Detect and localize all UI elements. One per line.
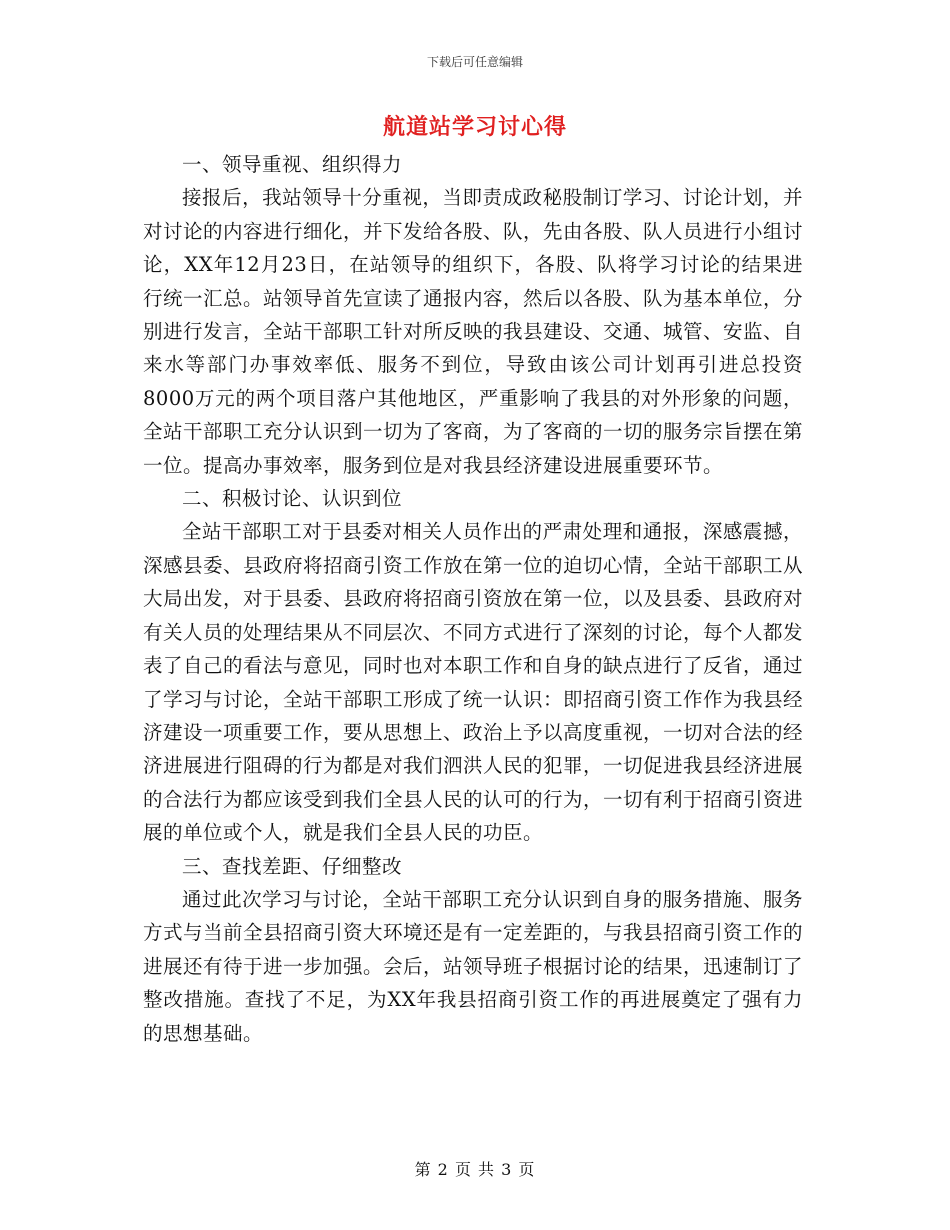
section-heading-3: 三、查找差距、仔细整改 bbox=[182, 854, 403, 878]
paragraph-1: 接报后，我站领导十分重视，当即责成政秘股制订学习、讨论计划，并对讨论的内容进行细化，并下发给各股、队，先由各股、队人员进行小组讨论，XX年12月23日，在站领导的组织下，各股、队将学习讨论的结果进行统一汇总。站领导首先宣读了通报内容，然后以各股、队为基本单位，分别进行发言，全站干部职工针对所反映的我县建设、交通、城管、安监、自来水等部门办事效率低、服务不到位，导致由该公司计划再引进总投资8000万元的两个项目落户其他地区，严重影响了我县的对外形象的问题，全站干部职工充分认识到一切为了客商，为了客商的一切的服务宗旨摆在第一位。提高办事效率，服务到位是对我县经济建设进展重要环节。 bbox=[143, 186, 804, 477]
document-title: 航道站学习讨心得 bbox=[382, 114, 567, 140]
section-heading-2: 二、积极讨论、认识到位 bbox=[182, 487, 403, 511]
paragraph-3: 通过此次学习与讨论，全站干部职工充分认识到自身的服务措施、服务方式与当前全县招商引资大环境还是有一定差距的，与我县招商引资工作的进展还有待于进一步加强。会后，站领导班子根据讨论的结果，迅速制订了整改措施。查找了不足，为XX年我县招商引资工作的再进展奠定了强有力的思想基础。 bbox=[143, 887, 804, 1045]
header-note: 下载后可任意编辑 bbox=[426, 55, 523, 69]
paragraph-2: 全站干部职工对于县委对相关人员作出的严肃处理和通报，深感震撼，深感县委、县政府将招商引资工作放在第一位的迫切心情，全站干部职工从大局出发，对于县委、县政府将招商引资放在第一位，以及县委、县政府对有关人员的处理结果从不同层次、不同方式进行了深刻的讨论，每个人都发表了自己的看法与意见，同时也对本职工作和自身的缺点进行了反省，通过了学习与讨论，全站干部职工形成了统一认识：即招商引资工作作为我县经济建设一项重要工作，要从思想上、政治上予以高度重视，一切对合法的经济进展进行阻碍的行为都是对我们泗洪人民的犯罪，一切促进我县经济进展的合法行为都应该受到我们全县人民的认可的行为，一切有利于招商引资进展的单位或个人，就是我们全县人民的功臣。 bbox=[143, 520, 804, 845]
section-heading-1: 一、领导重视、组织得力 bbox=[182, 153, 403, 176]
document-body bbox=[143, 148, 803, 1050]
page-number-footer: 第 2 页 共 3 页 bbox=[414, 1160, 536, 1179]
